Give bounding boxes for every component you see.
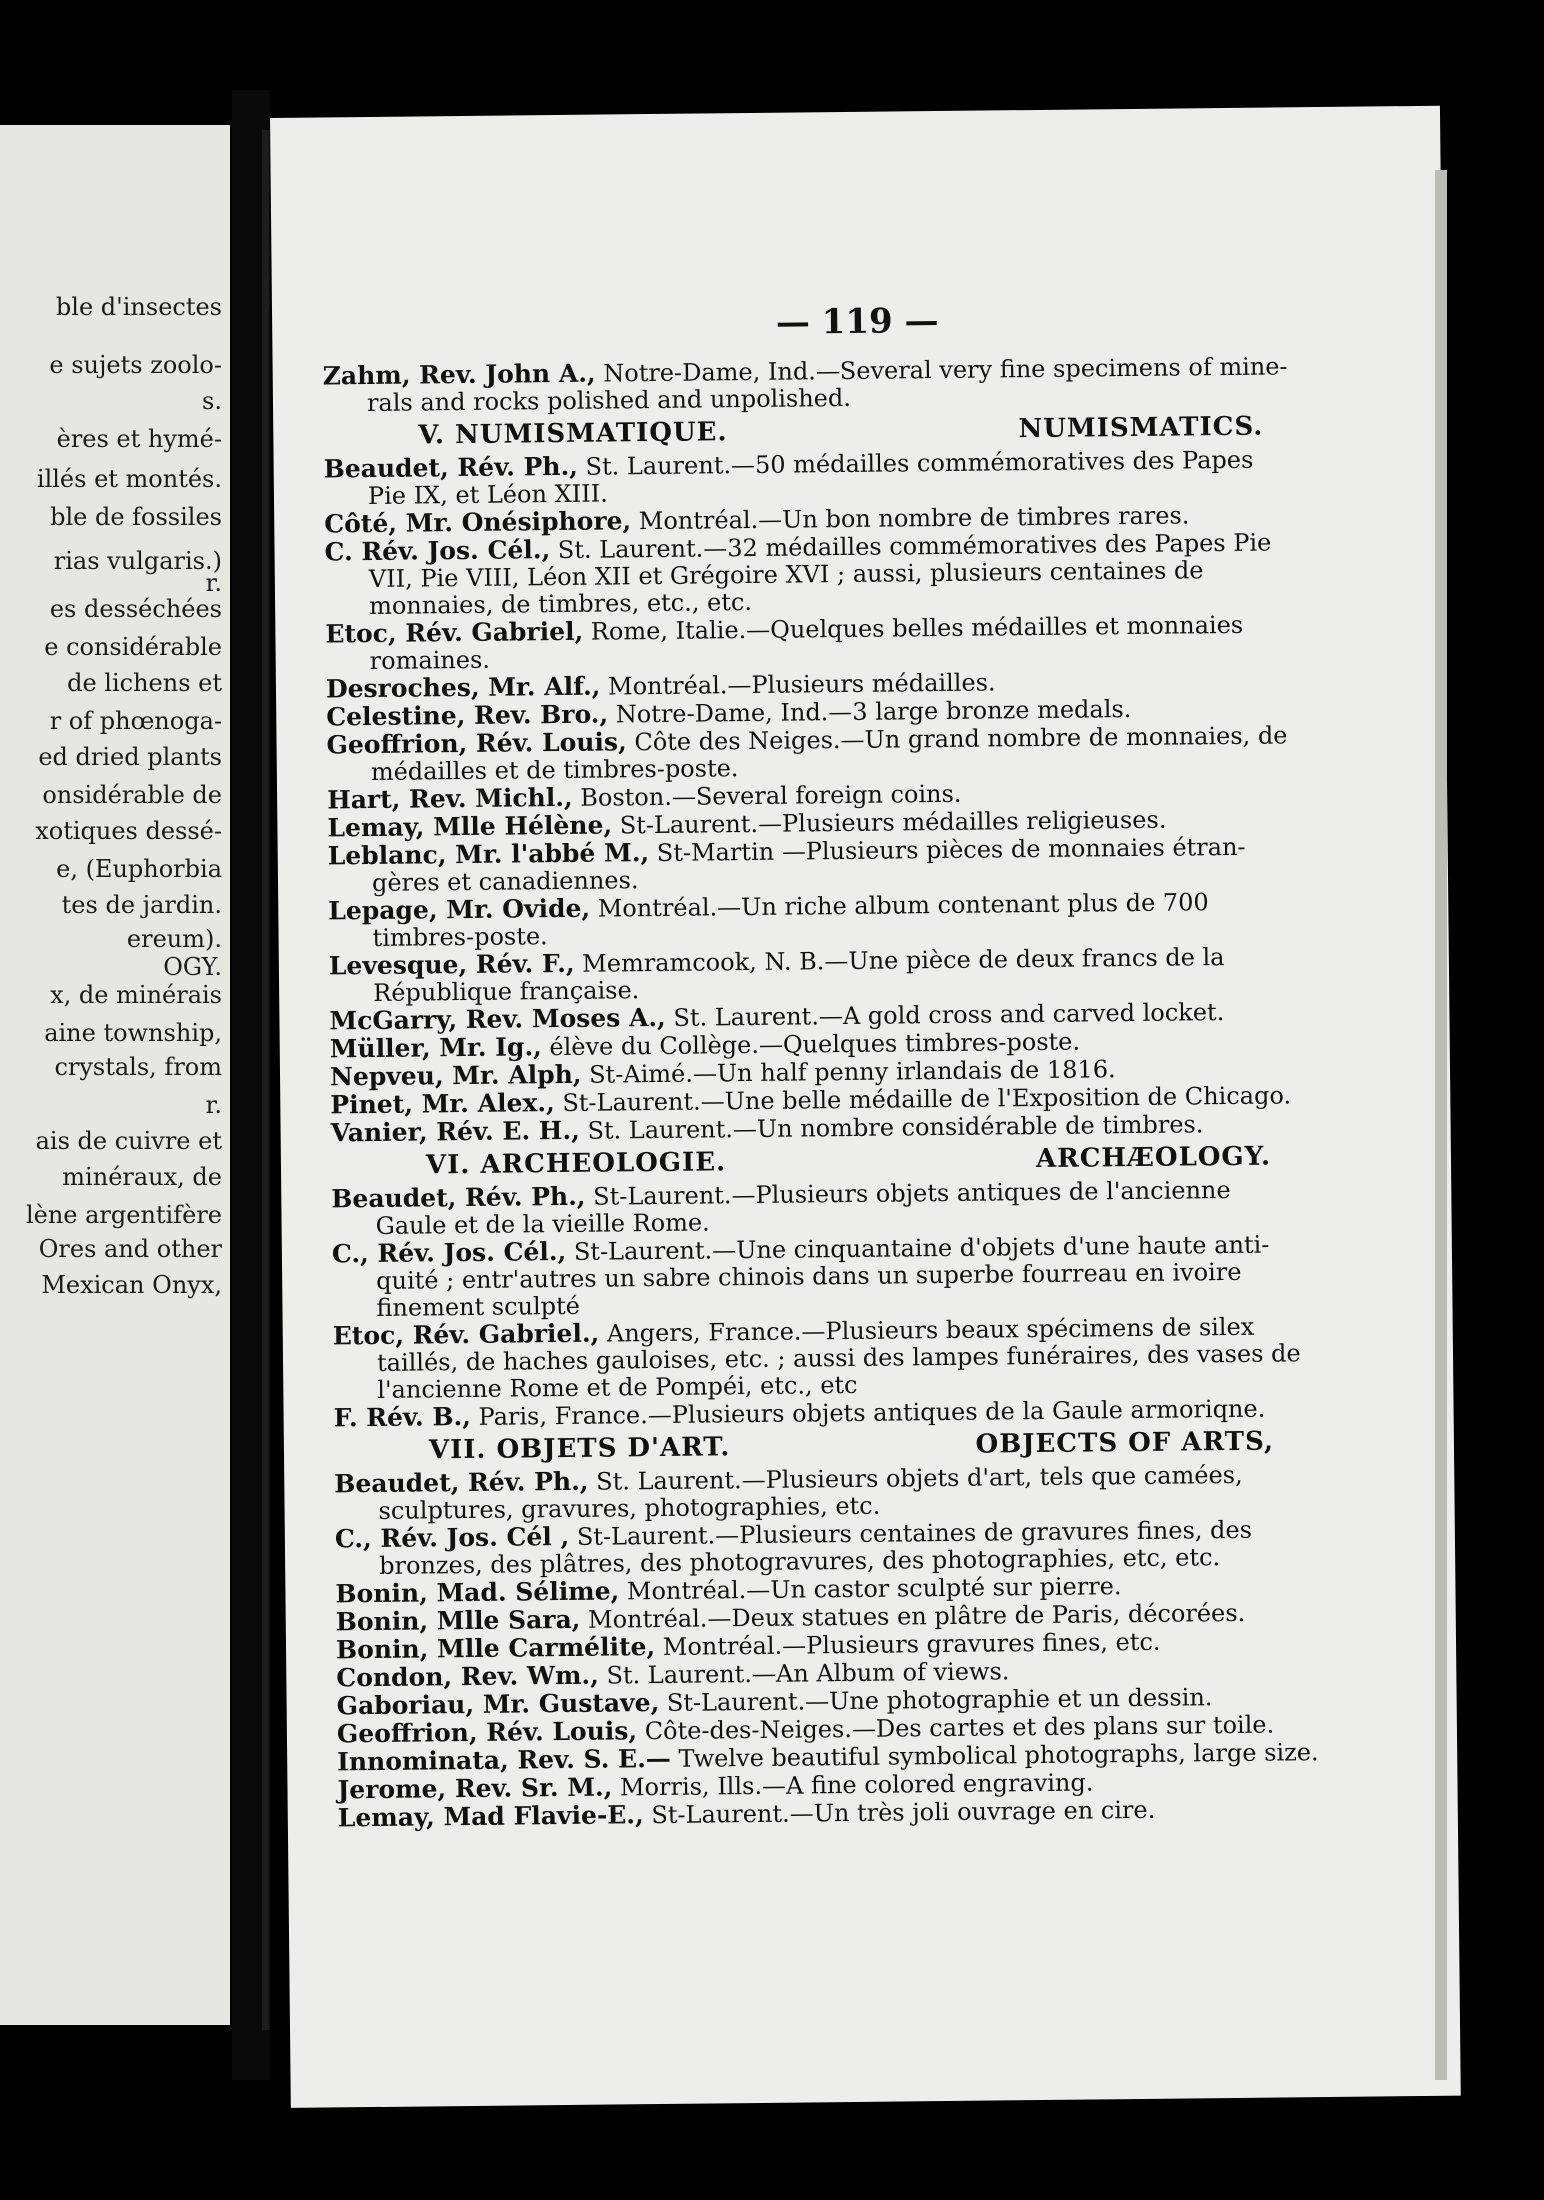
donation-text: Notre-Dame, Ind.—3 large bronze medals. bbox=[615, 695, 1132, 729]
left-page-line: minéraux, de bbox=[62, 1163, 222, 1191]
left-page-line: ble de fossiles bbox=[50, 503, 222, 531]
left-page-line: r. bbox=[205, 569, 222, 597]
donor-name: Jerome, Rev. Sr. M., bbox=[337, 1772, 613, 1805]
donor-name: Lemay, Mad Flavie-E., bbox=[337, 1800, 644, 1833]
left-page-line: rias vulgaris.) bbox=[53, 547, 222, 575]
donor-name: Innominata, Rev. S. E.— bbox=[337, 1743, 671, 1777]
left-page-line: e considérable bbox=[44, 633, 222, 661]
donation-text: St. Laurent.—A gold cross and carved locket. bbox=[673, 998, 1225, 1032]
donor-entry bbox=[324, 528, 1335, 621]
donor-name: Etoc, Rév. Gabriel, bbox=[325, 616, 584, 649]
donation-text-continued: quité ; entr'autres un sabre chinois dans un superbe fourreau en ivoire finement sculpté bbox=[376, 1257, 1242, 1322]
donation-text-continued: République française. bbox=[373, 976, 640, 1007]
donation-text: St. Laurent.—Un nombre considérable de timbres. bbox=[587, 1110, 1204, 1145]
left-page-line: Mexican Onyx, bbox=[41, 1271, 222, 1299]
left-page-line: OGY. bbox=[163, 953, 222, 981]
left-page-line: xotiques dessé- bbox=[35, 817, 222, 845]
left-page-line: ères et hymé- bbox=[56, 425, 222, 453]
donation-text: St-Aimé.—Un half penny irlandais de 1816. bbox=[588, 1055, 1116, 1089]
left-page-line: ed dried plants bbox=[38, 743, 222, 771]
left-page-line: r of phœnoga- bbox=[49, 707, 222, 735]
left-page-line: ais de cuivre et bbox=[35, 1127, 222, 1155]
donor-name: McGarry, Rev. Moses A., bbox=[329, 1002, 666, 1036]
donor-name: Hart, Rev. Michl., bbox=[326, 782, 573, 815]
donor-name: Levesque, Rév. F., bbox=[328, 948, 575, 981]
donor-name: Bonin, Mlle Carmélite, bbox=[335, 1632, 656, 1665]
section-heading-en: ARCHÆOLOGY. bbox=[1035, 1141, 1272, 1175]
donor-name: F. Rév. B., bbox=[333, 1401, 472, 1433]
donation-text: St-Martin —Plusieurs pièces de monnaies étran- bbox=[656, 832, 1246, 867]
left-page-line: e sujets zoolo- bbox=[49, 351, 222, 379]
left-page-line: Ores and other bbox=[38, 1235, 222, 1263]
donation-text: Morris, Ills.—A fine colored engraving. bbox=[619, 1768, 1094, 1802]
section-heading-fr: VI. ARCHEOLOGIE. bbox=[425, 1147, 727, 1181]
section-heading-fr: VII. OBJETS D'ART. bbox=[428, 1432, 731, 1466]
donation-text: Montréal.—Plusieurs médailles. bbox=[607, 668, 996, 701]
left-page bbox=[0, 125, 230, 2025]
donation-text: Notre-Dame, Ind.—Several very fine specimens of mine- bbox=[603, 352, 1288, 388]
donation-text: St-Laurent.—Une cinquantaine d'objets d'une haute anti- bbox=[573, 1230, 1270, 1266]
donor-name: Müller, Mr. Ig., bbox=[329, 1032, 542, 1064]
donation-text-continued: rals and rocks polished and unpolished. bbox=[366, 383, 852, 417]
donation-text-continued: VII, Pie VIII, Léon XII et Grégoire XVI ; aussi, plusieurs centaines de monnaies, de timbres, etc., etc. bbox=[368, 556, 1204, 620]
left-page-line: de lichens et bbox=[67, 669, 222, 697]
donation-text: St-Laurent.—Une belle médaille de l'Exposition de Chicago. bbox=[562, 1081, 1292, 1117]
left-page-line: e, (Euphorbia bbox=[56, 855, 222, 883]
donation-text: Rome, Italie.—Quelques belles médailles et monnaies bbox=[590, 610, 1244, 646]
donor-name: Pinet, Mr. Alex., bbox=[330, 1088, 555, 1120]
right-page bbox=[270, 106, 1461, 2108]
donor-entry bbox=[332, 1230, 1343, 1323]
donation-text-continued: timbres-poste. bbox=[372, 922, 548, 952]
section-heading-en: NUMISMATICS. bbox=[1018, 411, 1264, 445]
donation-text: St. Laurent.—Plusieurs objets d'art, tels que camées, bbox=[596, 1460, 1243, 1496]
donation-text: St-Laurent.—Un très joli ouvrage en cire. bbox=[651, 1795, 1156, 1830]
donor-name: Leblanc, Mr. l'abbé M., bbox=[327, 838, 650, 871]
donor-name: Vanier, Rév. E. H., bbox=[330, 1115, 581, 1148]
donor-name: Beaudet, Rév. Ph., bbox=[323, 451, 579, 484]
donation-text-continued: médailles et de timbres-poste. bbox=[370, 754, 739, 786]
left-page-line: r. bbox=[205, 1091, 222, 1119]
donation-text: Angers, France.—Plusieurs beaux spécimens de silex bbox=[606, 1312, 1255, 1348]
section-heading bbox=[334, 1426, 1344, 1467]
donation-text: Montréal.—Un bon nombre de timbres rares. bbox=[638, 501, 1190, 536]
page-number: — 119 — bbox=[775, 301, 939, 343]
donor-name: Geoffrion, Rév. Louis, bbox=[336, 1716, 638, 1749]
donor-name: Beaudet, Rév. Ph., bbox=[334, 1466, 589, 1499]
donor-name: Etoc, Rév. Gabriel., bbox=[332, 1318, 600, 1351]
donor-name: Beaudet, Rév. Ph., bbox=[331, 1181, 586, 1214]
donor-name: Gaboriau, Mr. Gustave, bbox=[336, 1688, 660, 1721]
section-heading-fr: V. NUMISMATIQUE. bbox=[418, 417, 728, 451]
donor-name: Zahm, Rev. John A., bbox=[322, 358, 596, 391]
left-page-line: es desséchées bbox=[49, 595, 222, 623]
donation-text: St-Laurent.—Plusieurs centaines de gravures fines, des bbox=[576, 1515, 1253, 1551]
donation-text: St. Laurent.—32 médailles commémoratives des Papes Pie bbox=[557, 528, 1272, 565]
donation-text: St-Laurent.—Plusieurs objets antiques de l'ancienne bbox=[593, 1176, 1231, 1211]
donation-text: St. Laurent.—An Album of views. bbox=[606, 1657, 1010, 1690]
donation-text: Montréal.—Un castor sculpté sur pierre. bbox=[626, 1572, 1122, 1606]
donor-name: Desroches, Mr. Alf., bbox=[325, 671, 601, 704]
donor-name: Côté, Mr. Onésiphore, bbox=[324, 506, 632, 539]
donation-text-continued: gères et canadiennes. bbox=[371, 866, 639, 897]
left-page-line: ereum). bbox=[126, 925, 222, 953]
left-page-line: ble d'insectes bbox=[55, 293, 222, 321]
left-page-line: s. bbox=[202, 387, 222, 415]
page-edge bbox=[1435, 170, 1447, 2080]
donor-name: Bonin, Mad. Sélime, bbox=[335, 1576, 620, 1609]
left-page-line: tes de jardin. bbox=[61, 891, 222, 919]
donation-text: Côte des Neiges.—Un grand nombre de monnaies, de bbox=[634, 721, 1288, 757]
donation-text-continued: Gaule et de la vieille Rome. bbox=[375, 1208, 710, 1240]
donation-text: St. Laurent.—50 médailles commémoratives des Papes bbox=[585, 445, 1254, 481]
donor-name: Condon, Rev. Wm., bbox=[336, 1660, 600, 1693]
left-page-line: illés et montés. bbox=[36, 465, 222, 493]
donor-name: Celestine, Rev. Bro., bbox=[326, 699, 609, 732]
donation-text-continued: Pie IX, et Léon XIII. bbox=[367, 479, 608, 510]
donation-text: St-Laurent.—Une photographie et un dessin. bbox=[666, 1683, 1213, 1717]
left-page-line: onsidérable de bbox=[42, 781, 222, 809]
section-heading bbox=[331, 1141, 1341, 1182]
section-heading bbox=[323, 411, 1333, 452]
donation-text-continued: sculptures, gravures, photographies, etc. bbox=[378, 1491, 881, 1525]
entries-list bbox=[323, 352, 1348, 1832]
donor-name: Nepveu, Mr. Alph, bbox=[329, 1059, 582, 1092]
donor-name: C., Rév. Jos. Cél , bbox=[334, 1521, 570, 1554]
donation-text-continued: bronzes, des plâtres, des photogravures, des photographies, etc, etc. bbox=[379, 1543, 1221, 1580]
donation-text: Montréal.—Plusieurs gravures fines, etc. bbox=[662, 1627, 1161, 1661]
donation-text-continued: taillés, de haches gauloises, etc. ; aussi des lampes funéraires, des vases de l'ancienne Rome et de Pompéi, etc., etc bbox=[376, 1339, 1301, 1404]
donor-name: Lemay, Mlle Hélène, bbox=[327, 810, 613, 843]
donation-text: St-Laurent.—Plusieurs médailles religieuses. bbox=[619, 805, 1167, 840]
donor-name: Geoffrion, Rév. Louis, bbox=[326, 727, 627, 760]
donation-text: Boston.—Several foreign coins. bbox=[580, 779, 962, 812]
left-page-line: crystals, from bbox=[54, 1053, 222, 1081]
donor-entry bbox=[333, 1312, 1344, 1405]
left-page-line: lène argentifère bbox=[25, 1201, 222, 1229]
donation-text: Paris, France.—Plusieurs objets antiques de la Gaule armoriqne. bbox=[478, 1394, 1266, 1431]
donation-text: Twelve beautiful symbolical photographs, large size. bbox=[678, 1738, 1319, 1773]
donation-text: Montréal.—Un riche album contenant plus de 700 bbox=[597, 888, 1209, 923]
left-page-line: aine township, bbox=[44, 1019, 222, 1047]
donation-text: Montréal.—Deux statues en plâtre de Paris, décorées. bbox=[587, 1598, 1246, 1634]
section-heading-en: OBJECTS OF ARTS, bbox=[975, 1426, 1275, 1460]
donation-text: Côte-des-Neiges.—Des cartes et des plans sur toile. bbox=[644, 1710, 1275, 1746]
gutter-shadow bbox=[262, 130, 269, 2030]
donor-name: C., Rév. Jos. Cél., bbox=[331, 1236, 567, 1269]
donation-text-continued: romaines. bbox=[369, 645, 491, 675]
left-page-line: x, de minérais bbox=[50, 981, 222, 1009]
donation-text: Memramcook, N. B.—Une pièce de deux francs de la bbox=[582, 943, 1225, 978]
donor-name: Bonin, Mlle Sara, bbox=[335, 1604, 581, 1637]
donation-text: élève du Collège.—Quelques timbres-poste. bbox=[549, 1027, 1081, 1062]
donor-entry bbox=[335, 1515, 1346, 1581]
donor-name: Lepage, Mr. Ovide, bbox=[328, 893, 591, 926]
donor-entry bbox=[323, 352, 1334, 418]
donor-name: C. Rév. Jos. Cél., bbox=[324, 535, 551, 567]
